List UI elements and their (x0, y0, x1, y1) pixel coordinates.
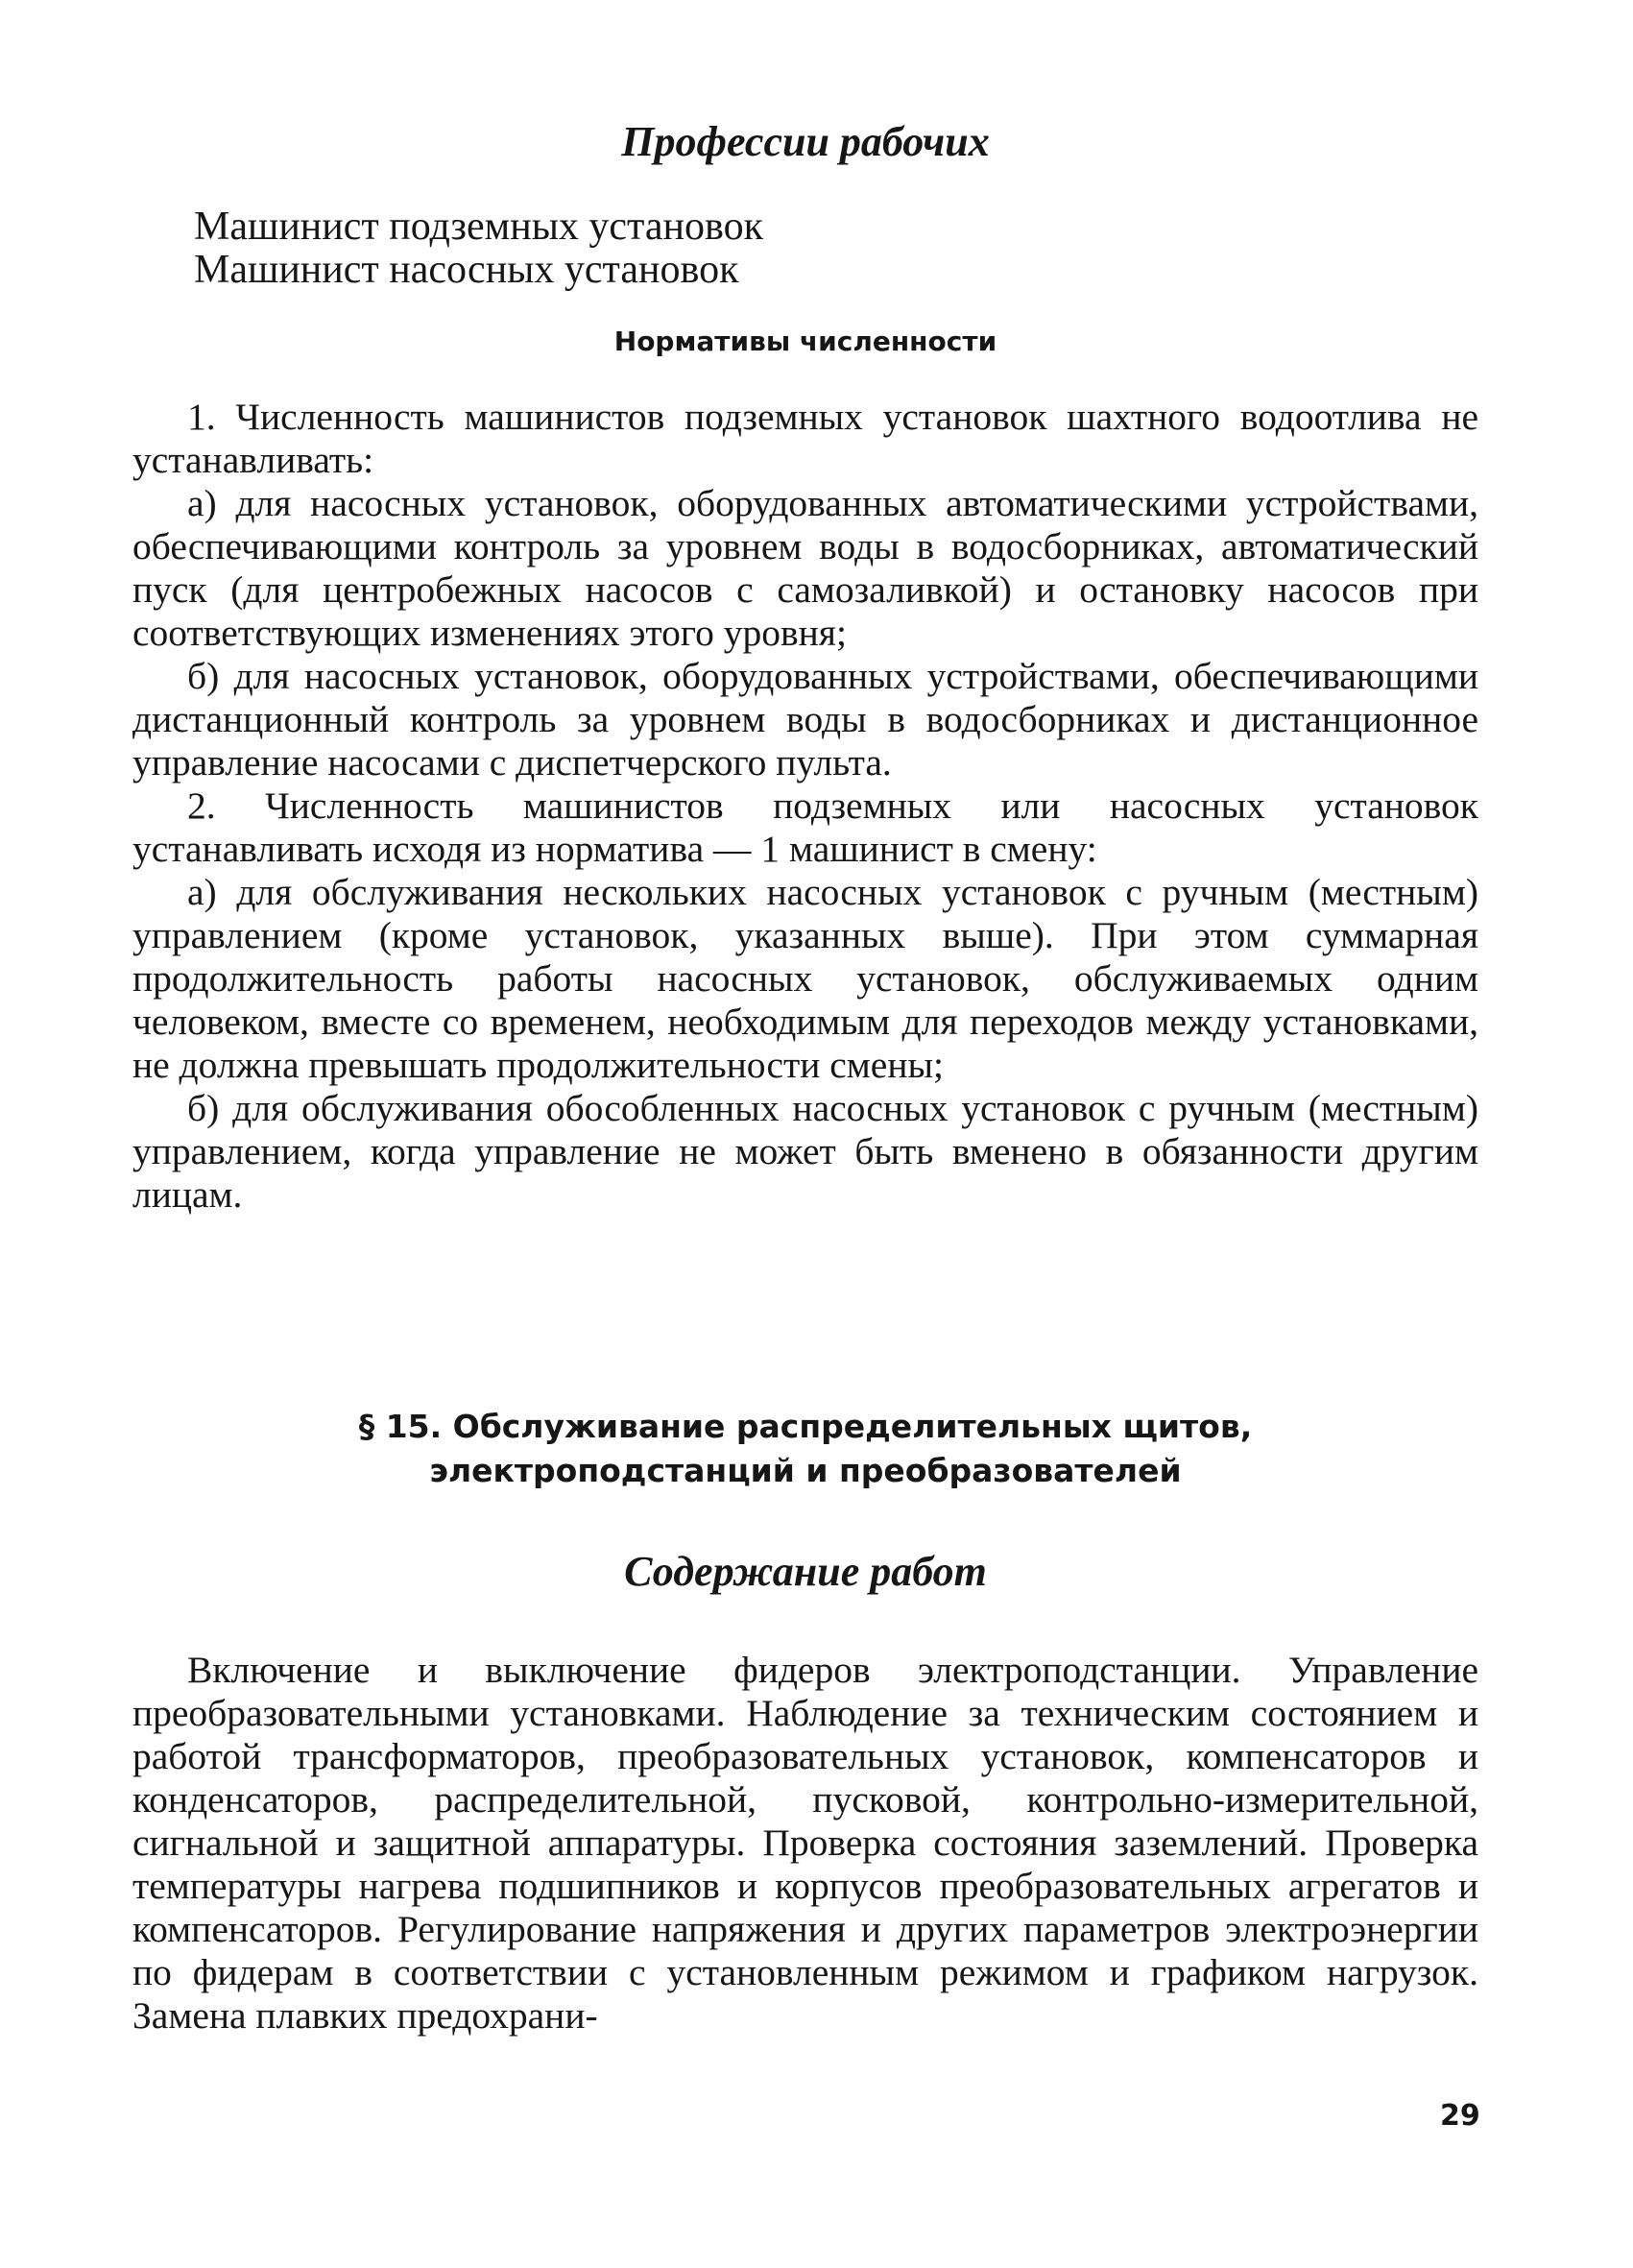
section-title-line-2: электроподстанций и преобразователей (429, 1452, 1182, 1489)
content-body (132, 1649, 1478, 2038)
norms-paragraph: 2. Численность машинистов подземных или насосных установок устанавливать исходя из норматива — 1 машинист в смену: (132, 784, 1478, 870)
norms-paragraph: а) для насосных установок, оборудованных автоматическими устройствами, обеспечивающими контроль за уровнем воды в водосборниках, автоматический пуск (для центробежных насосов с самозаливкой) и остановку насосов при соответствующих изменениях этого уровня; (132, 482, 1478, 654)
section-title (132, 1405, 1478, 1493)
norms-body (132, 396, 1478, 1217)
section-title-line-1: § 15. Обслуживание распределительных щитов, (358, 1408, 1253, 1445)
document-page (132, 0, 1478, 2268)
professions-list (194, 205, 763, 292)
content-paragraph: Включение и выключение фидеров электроподстанции. Управление преобразовательными установками. Наблюдение за техническим состоянием и работой трансформаторов, преобразовательных установок, компенсаторов и конденсаторов, распределительной, пусковой, контрольно-измерительной, сигнальной и защитной аппаратуры. Проверка состояния заземлений. Проверка температуры нагрева подшипников и корпусов преобразовательных агрегатов и компенсаторов. Регулирование напряжения и других параметров электроэнергии по фидерам в соответствии с установленным режимом и графиком нагрузок. Замена плавких предохрани- (132, 1649, 1478, 2037)
norms-paragraph: 1. Численность машинистов подземных установок шахтного водоотлива не устанавливать: (132, 396, 1478, 481)
norms-paragraph: б) для обслуживания обособленных насосных установок с ручным (местным) управлением, когда управление не может быть вменено в обязанности другим лицам. (132, 1087, 1478, 1216)
norms-heading: Нормативы численности (613, 326, 997, 357)
profession-item: Машинист насосных установок (194, 248, 739, 292)
norms-paragraph: а) для обслуживания нескольких насосных установок с ручным (местным) управлением (кроме установок, указанных выше). При этом суммарная продолжительность работы насосных установок, обслуживаемых одним человеком, вместе со временем, необходимым для переходов между установками, не должна превышать продолжительности смены; (132, 871, 1478, 1086)
page-number: 29 (1440, 2099, 1480, 2133)
profession-item: Машинист подземных установок (194, 205, 763, 249)
workers-heading: Профессии рабочих (621, 118, 990, 165)
content-heading: Содержание работ (624, 1548, 987, 1595)
norms-paragraph: б) для насосных установок, оборудованных устройствами, обеспечивающими дистанционный контроль за уровнем воды в водосборниках и дистанционное управление насосами с диспетчерского пульта. (132, 655, 1478, 784)
